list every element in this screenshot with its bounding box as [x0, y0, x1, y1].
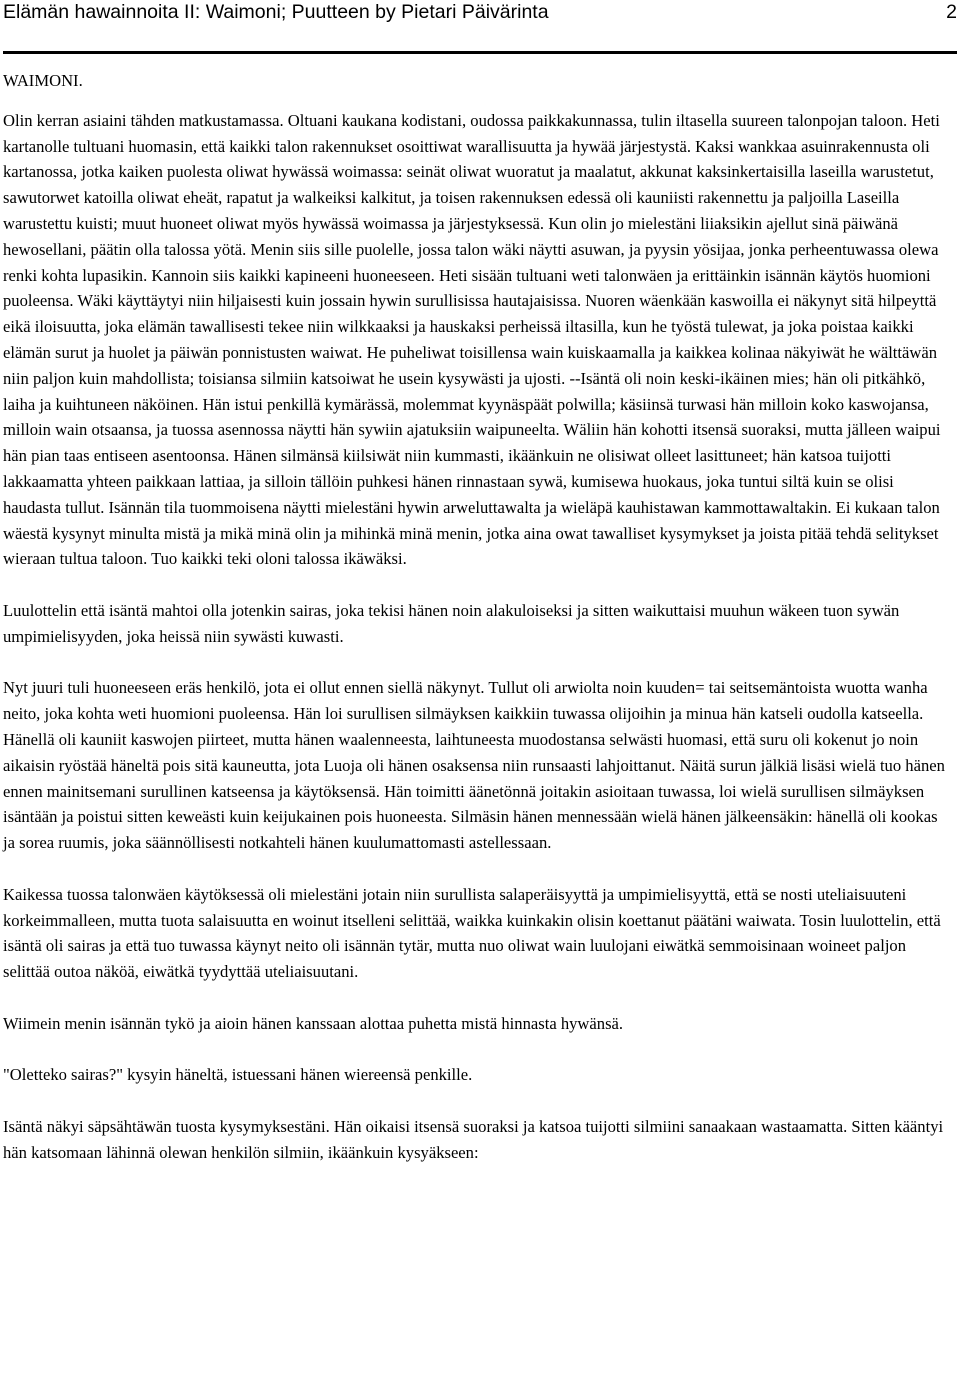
- document-title: Elämän hawainnoita II: Waimoni; Puutteen by Pietari Päivärinta: [3, 1, 549, 23]
- paragraph: "Oletteko sairas?" kysyin häneltä, istuessani hänen wiereensä penkille.: [3, 1065, 473, 1085]
- chapter-title: WAIMONI.: [3, 71, 83, 90]
- paragraph: Luulottelin että isäntä mahtoi olla jotenkin sairas, joka tekisi hänen noin alakuloiseksi ja sitten waikuttaisi muuhun wäkeen tuon sywän umpimielisyyden, joka heissä niin sywästi kuwasti.: [3, 600, 900, 646]
- page-number: 2: [946, 1, 957, 23]
- paragraph: Wiimein menin isännän tykö ja aioin hänen kanssaan alottaa puhetta mistä hinnasta hywänsä.: [3, 1013, 624, 1033]
- page-header: [3, 0, 957, 32]
- paragraph: Olin kerran asiaini tähden matkustamassa. Oltuani kaukana kodistani, oudossa paikkakunnassa, tulin iltasella suureen talonpojan taloon. Heti kartanolle tultuani huomasin, että kaikki talon rakennukset osoittiwat warallisuutta ja hywää järjestystä. Kaksi wankkaa asuinrakennusta oli kartanossa, jotka kaiken puolesta oliwat hywässä woimassa: seinät oliwat wuoratut ja maalatut, akkunat kaksinkertaisilla laseilla warustetut, sawutorwet katoilla oliwat eheät, rapatut ja walkeiksi kalkitut, ja toisen rakennuksen edessä oli kauniisti rakennettu ja paljoilla Laseilla warustettu kuisti; muut huoneet oliwat myös hywässä woimassa ja järjestyksessä. Kun olin jo mielestäni liiaksikin ajellut sinä päiwänä hewosellani, päätin olla talossa yötä. Menin siis sille puolelle, jossa talon wäki näytti asuwan, ja pyysin yösijaa, jonka perheentuwassa olewa renki kohta lupasikin. Kannoin siis kaikki kapineeni huoneeseen. Heti sisään tultuani weti talonwäen ja erittäinkin isännän käytös huomioni puoleensa. Wäki käyttäytyi niin hiljaisesti kuin jossain hywin surullisissa hautajaisissa. Nuoren wäenkään kaswoilla ei näkynyt sitä hilpeyttä eikä iloisuutta, joka elämän tawallisesti tekee niin wilkkaaksi ja hauskaksi perheissä iltasilla, kun he työstä tulewat, ja joka poistaa kaikki elämän surut ja huolet ja päiwän ponnistusten waiwat. He puheliwat toisillensa wain kuiskaamalla ja kaikkea kolinaa näkyiwät he wälttäwän niin paljon kuin mahdollista; toisiansa silmiin katsoiwat he usein kysywästi ja ujosti. --Isäntä oli noin keski-ikäinen mies; hän oli pitkähkö, laiha ja kuihtuneen näköinen. Hän istui penkillä kymärässä, molemmat kyynäspäät polwilla; käsiinsä turwasi hän milloin koko kaswojansa, milloin wain otsaansa, ja tuossa asennossa näytti hän sywiin ajatuksiin waipuneelta. Wäliin hän kohotti itsensä suoraksi, mutta jälleen waipui hän pian taas entiseen asentoonsa. Hänen silmänsä kiilsiwät niin kummasti, ikäänkuin ne olisiwat olleet lasittuneet; hän katsoa tuijotti lakkaamatta yhteen paikkaan lattiaa, ja silloin tällöin puhkesi hänen rinnastaan sywä, kumisewa huokaus, joka tuntui siltä kuin se olisi haudasta tullut. Isännän tila tuommoisena näytti mielestäni hywin arweluttawalta ja wieläpä kauhistawan kammottawaltakin. Ei kukaan talon wäestä kysynyt minulta mistä ja mikä minä olin ja mihinkä minä menin, jotka aina owat tawalliset kysymykset ja joista pitää tehdä selitykset wieraan tultua taloon. Tuo kaikki teki oloni talossa ikäwäksi.: [3, 110, 941, 569]
- paragraph: Nyt juuri tuli huoneeseen eräs henkilö, jota ei ollut ennen siellä näkynyt. Tullut oli arwiolta noin kuuden= tai seitsemäntoista wuotta wanha neito, joka kohta weti huomioni puoleensa. Hän loi surullisen silmäyksen kaikkiin tuwassa olijoihin ja minua hän katseli oudolla katseella. Hänellä oli kauniit kaswojen piirteet, mutta hänen waalenneesta, laihtuneesta muodostansa selwästi huomasi, että suru oli kokenut jo noin aikaisin ryöstää häneltä pois sitä kauneutta, jota Luoja oli hänen osaksensa niin runsaasti lahjoittanut. Näitä surun jälkiä lisäsi wielä tuo hänen ennen mainitsemani surullinen katseensa ja käytöksensä. Hän toimitti äänetönnä joitakin asioitaan tuwassa, loi wielä surullisen silmäyksen isäntään ja poistui sitten keweästi kuin keijukainen pois huoneesta. Silmäsin hänen mennessään wielä hänen jälkeensäkin: hänellä oli kookas ja sorea ruumis, joka säännöllisesti notkahteli hänen kuulumattomasti astellessaan.: [3, 678, 945, 853]
- paragraph: Kaikessa tuossa talonwäen käytöksessä oli mielestäni jotain niin surullista salaperäisyyttä ja umpimielisyyttä, että se nosti uteliaisuuteni korkeimmalleen, mutta tuota salaisuutta en woinut itselleni selittää, waikka kuinkakin olisin koettanut päätäni waiwata. Tosin luulottelin, että isäntä oli sairas ja että tuo tuwassa käynyt neito oli isännän tytär, mutta nuo oliwat wain luulojani eiwätkä semmoisinaan woineet paljon selittää outoa näköä, eiwätkä tyydyttää uteliaisuutani.: [3, 884, 941, 982]
- header-divider: [3, 51, 957, 54]
- paragraph: Isäntä näkyi säpsähtäwän tuosta kysymyksestäni. Hän oikaisi itsensä suoraksi ja katsoa tuijotti silmiini sanaakaan wastaamatta. Sitten kääntyi hän katsomaan lähinnä olewan henkilön silmiin, ikäänkuin kysyäkseen:: [3, 1116, 944, 1162]
- document-body: [3, 68, 953, 1191]
